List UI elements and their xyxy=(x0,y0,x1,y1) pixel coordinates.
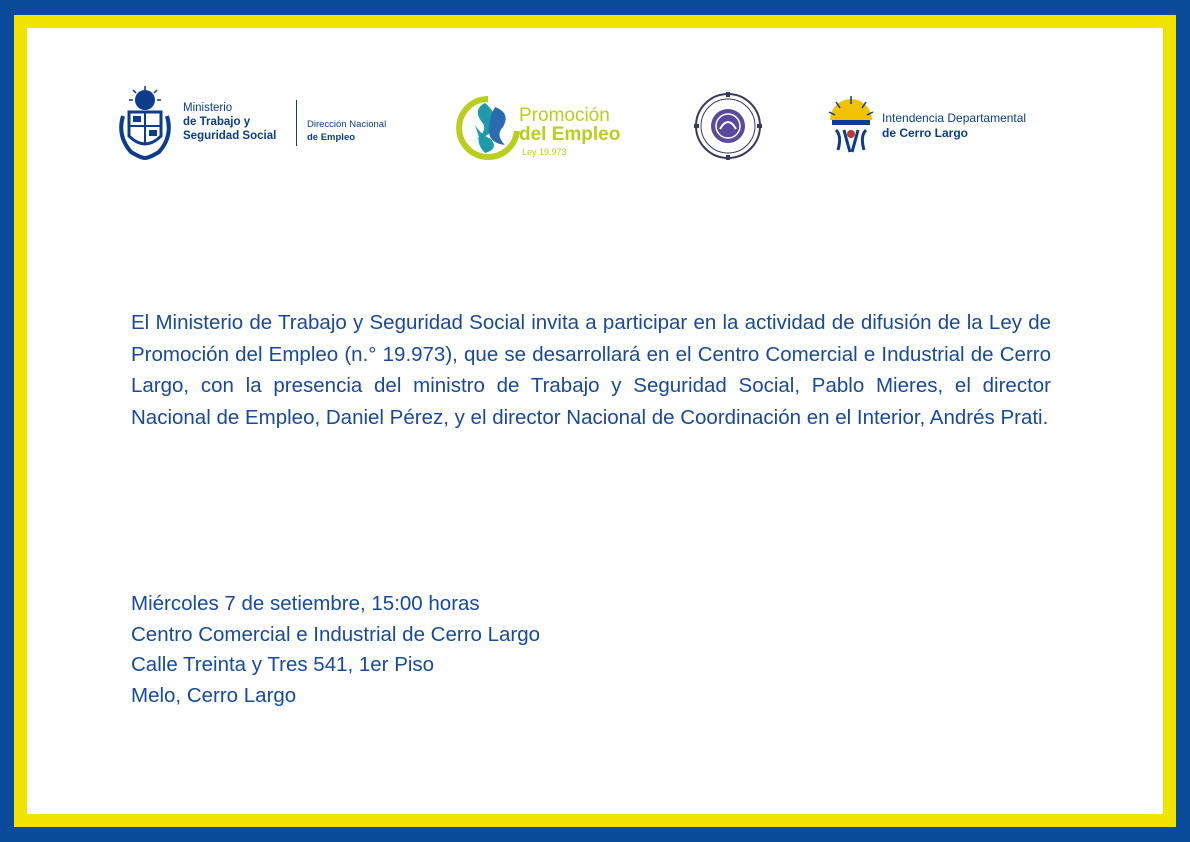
mtss-name-line-3: Seguridad Social xyxy=(183,130,277,142)
invitation-paragraph: El Ministerio de Trabajo y Seguridad Social invita a participar en la actividad de difusión de la Ley de Promoción del Empleo (n.° 19.973), que se desarrollará en el Centro Comercial e Industrial de Cerro Largo, con la presencia del ministro de Trabajo y Seguridad Social, Pablo Mieres, el director Nacional de Empleo, Daniel Pérez, y el director Nacional de Coordinación en el Interior, Andrés Prati. xyxy=(131,311,1051,429)
mtss-name-line-2: de Trabajo y xyxy=(183,116,251,128)
promocion-empleo-logo xyxy=(455,95,655,165)
direccion-line-1: Dirección Nacional xyxy=(307,119,387,130)
direccion-line-2: de Empleo xyxy=(307,132,356,143)
event-details xyxy=(131,589,731,711)
event-date-time: Miércoles 7 de setiembre, 15:00 horas xyxy=(131,592,480,615)
promocion-ribbon-icon xyxy=(455,95,521,161)
cerro-largo-sun-icon xyxy=(826,94,876,158)
event-city: Melo, Cerro Largo xyxy=(131,683,297,707)
mtss-logo xyxy=(115,86,405,166)
centro-comercial-seal-icon xyxy=(693,91,763,161)
logo-divider xyxy=(296,100,297,146)
uruguay-coat-of-arms-icon xyxy=(115,86,175,162)
event-venue: Centro Comercial e Industrial de Cerro Largo xyxy=(131,622,541,646)
promocion-line-2: del Empleo xyxy=(519,124,621,145)
mtss-name-line-1: Ministerio xyxy=(183,102,233,114)
promocion-line-1: Promoción xyxy=(519,105,610,126)
intendencia-line-1: Intendencia Departamental xyxy=(882,111,1027,125)
intendencia-line-2: de Cerro Largo xyxy=(882,126,969,140)
intendencia-logo xyxy=(826,94,1066,160)
promocion-law-number: Ley 19.973 xyxy=(522,147,567,157)
event-address: Calle Treinta y Tres 541, 1er Piso xyxy=(131,653,435,676)
